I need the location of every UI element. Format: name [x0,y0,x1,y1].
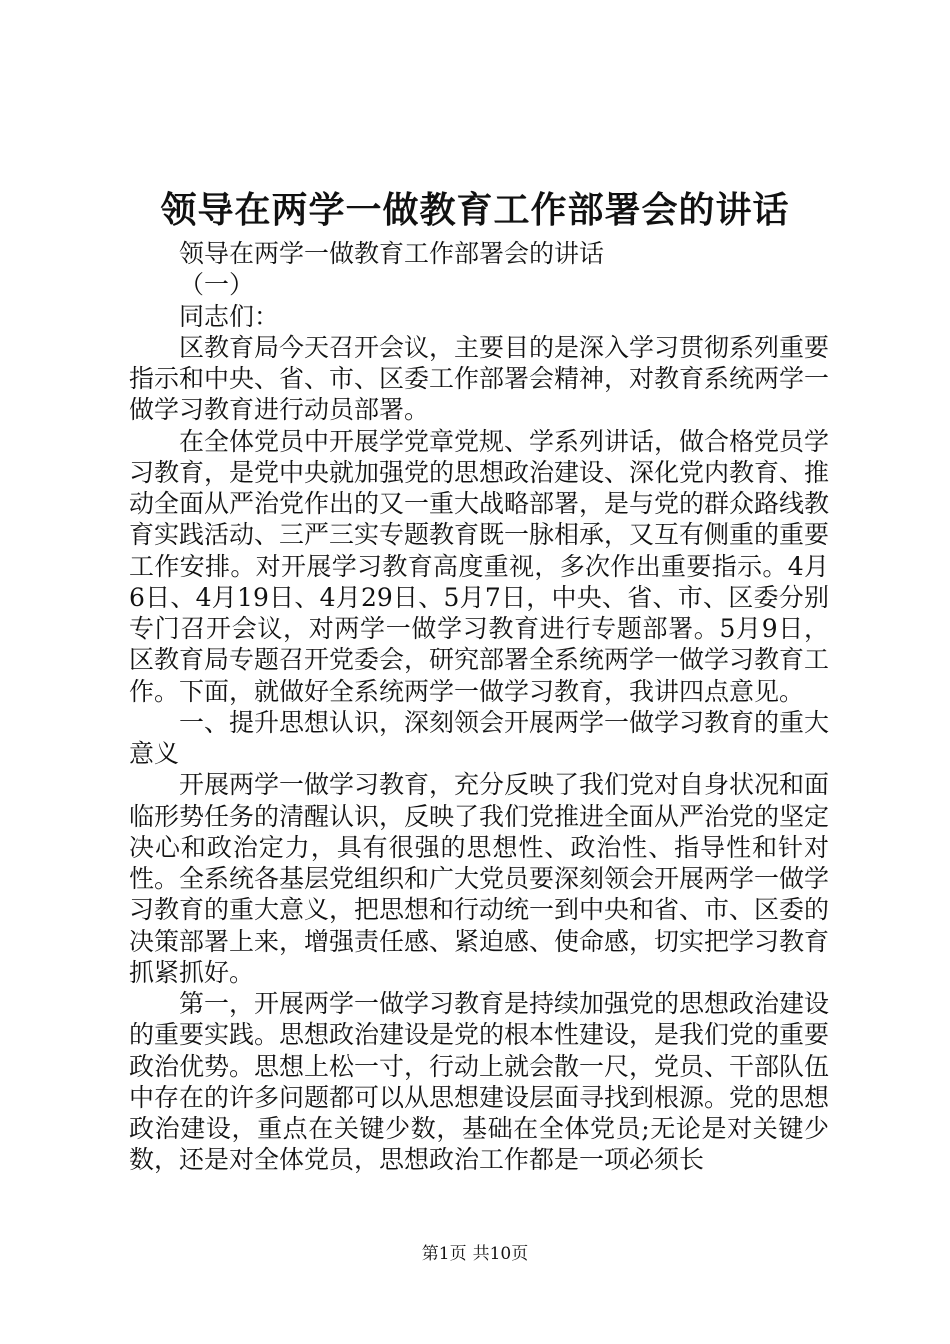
body-paragraph: 开展两学一做学习教育，充分反映了我们党对自身状况和面临形势任务的清醒认识，反映了我们党推进全面从严治党的坚定决心和政治定力，具有很强的思想性、政治性、指导性和针对性。全系统各基层党组织和广大党员要深刻领会开展两学一做学习教育的重大意义，把思想和行动统一到中央和省、市、区委的决策部署上来，增强责任感、紧迫感、使命感，切实把学习教育抓紧抓好。 [129,770,830,987]
page-number: 第1页 [421,1244,467,1264]
section-number-paragraph: （一） [179,270,255,300]
body-paragraph: 第一，开展两学一做学习教育是持续加强党的思想政治建设的重要实践。思想政治建设是党的根本性建设，是我们党的重要政治优势。思想上松一寸，行动上就会散一尺，党员、干部队伍中存在的许多问题都可以从思想建设层面寻找到根源。党的思想政治建设，重点在关键少数，基础在全体党员;无论是对关键少数，还是对全体党员，思想政治工作都是一项必须长 [129,989,830,1175]
document-title: 领导在两学一做教育工作部署会的讲话 [160,189,790,231]
body-paragraph: 区教育局今天召开会议，主要目的是深入学习贯彻系列重要指示和中央、省、市、区委工作部署会精神，对教育系统两学一做学习教育进行动员部署。 [129,332,830,425]
page-footer [0,1243,950,1265]
page-total: 共10页 [472,1244,529,1264]
salutation-paragraph: 同志们： [179,301,280,331]
subtitle-paragraph: 领导在两学一做教育工作部署会的讲话 [179,239,605,268]
document-body [129,238,829,1176]
section-heading-paragraph: 一、提升思想认识，深刻领会开展两学一做学习教育的重大意义 [129,707,830,768]
body-paragraph: 在全体党员中开展学党章党规、学系列讲话，做合格党员学习教育，是党中央就加强党的思想政治建设、深化党内教育、推动全面从严治党作出的又一重大战略部署，是与党的群众路线教育实践活动、三严三实专题教育既一脉相承，又互有侧重的重要工作安排。对开展学习教育高度重视，多次作出重要指示。4月6日、4月19日、4月29日、5月7日，中央、省、市、区委分别专门召开会议，对两学一做学习教育进行专题部署。5月9日，区教育局专题召开党委会，研究部署全系统两学一做学习教育工作。下面，就做好全系统两学一做学习教育，我讲四点意见。 [129,426,830,706]
